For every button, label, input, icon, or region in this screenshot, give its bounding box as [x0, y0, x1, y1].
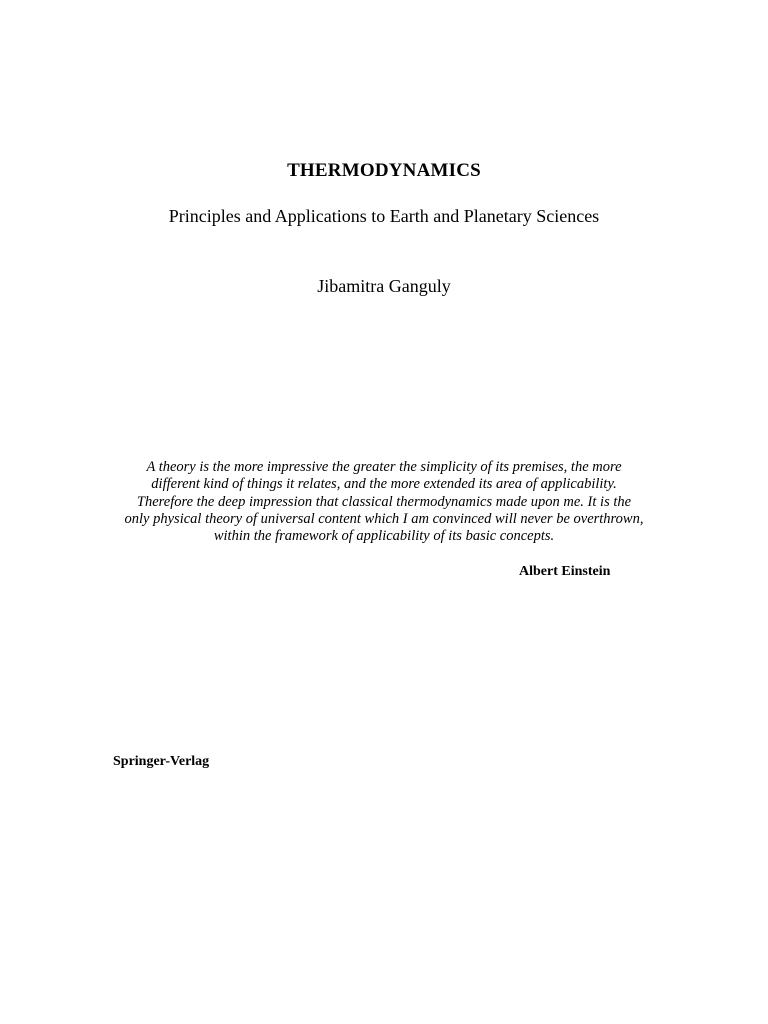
quote-line: within the framework of applicability of its basic concepts.: [213, 528, 555, 545]
book-subtitle: Principles and Applications to Earth and Planetary Sciences: [168, 206, 600, 226]
epigraph-quote: [100, 459, 668, 545]
quote-line: Therefore the deep impression that classical thermodynamics made upon me. It is the: [136, 493, 632, 510]
quote-line: A theory is the more impressive the greater the simplicity of its premises, the more: [146, 459, 622, 475]
quote-line: only physical theory of universal content which I am convinced will never be overthrown,: [124, 510, 644, 527]
quote-line: different kind of things it relates, and the more extended its area of applicability.: [151, 476, 617, 493]
quote-attribution: Albert Einstein: [519, 564, 611, 579]
publisher-name: Springer-Verlag: [113, 754, 210, 769]
book-author: Jibamitra Ganguly: [317, 276, 451, 296]
book-title: THERMODYNAMICS: [287, 160, 481, 181]
